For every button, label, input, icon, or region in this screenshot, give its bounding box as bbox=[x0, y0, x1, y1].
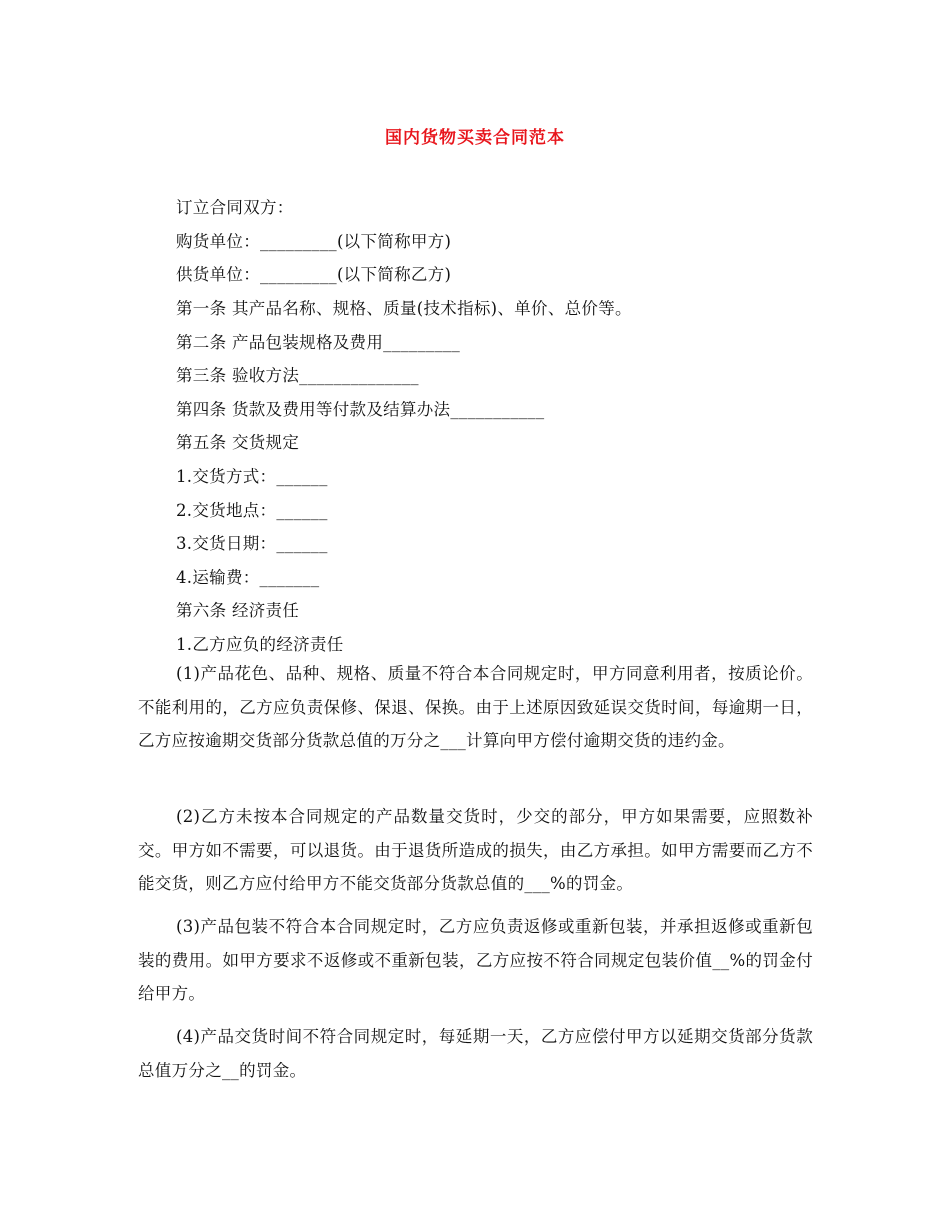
supplier-line: 供货单位：_________(以下简称乙方) bbox=[176, 265, 452, 284]
contract-parties-heading: 订立合同双方： bbox=[176, 198, 294, 217]
clause-paragraph: (3)产品包装不符合本合同规定时，乙方应负责返修或重新包装，并承担返修或重新包装的费用。如甲方要求不返修或不重新包装，乙方应按不符合同规定包装价值__%的罚金付给甲方。 bbox=[138, 917, 813, 1003]
delivery-method: 1.交货方式：______ bbox=[176, 467, 328, 486]
transport-fee: 4.运输费：_______ bbox=[176, 568, 320, 587]
clause-paragraph: (2)乙方未按本合同规定的产品数量交货时，少交的部分，甲方如果需要，应照数补交。甲方如不需要，可以退货。由于退货所造成的损失，由乙方承担。如甲方需要而乙方不能交货，则乙方应付给甲方不能交货部分货款总值的___%的罚金。 bbox=[138, 807, 813, 893]
article-3: 第三条 验收方法______________ bbox=[176, 366, 419, 385]
article-2: 第二条 产品包装规格及费用_________ bbox=[176, 333, 461, 352]
document-title: 国内货物买卖合同范本 bbox=[385, 128, 565, 148]
article-5: 第五条 交货规定 bbox=[176, 433, 300, 452]
article-6: 第六条 经济责任 bbox=[176, 601, 300, 620]
article-1: 第一条 其产品名称、规格、质量(技术指标)、单价、总价等。 bbox=[176, 299, 632, 318]
delivery-date: 3.交货日期：______ bbox=[176, 534, 328, 553]
delivery-place: 2.交货地点：______ bbox=[176, 501, 328, 520]
clause-paragraph: (4)产品交货时间不符合同规定时，每延期一天，乙方应偿付甲方以延期交货部分货款总值万分之__的罚金。 bbox=[138, 1027, 813, 1080]
article-4: 第四条 货款及费用等付款及结算办法___________ bbox=[176, 400, 545, 419]
clause-paragraph: (1)产品花色、品种、规格、质量不符合本合同规定时，甲方同意利用者，按质论价。不能利用的，乙方应负责保修、保退、保换。由于上述原因致延误交货时间，每逾期一日，乙方应按逾期交货部分货款总值的万分之___计算向甲方偿付逾期交货的违约金。 bbox=[138, 664, 813, 750]
buyer-line: 购货单位：_________(以下简称甲方) bbox=[176, 232, 452, 251]
party-b-liability-heading: 1.乙方应负的经济责任 bbox=[176, 635, 344, 654]
